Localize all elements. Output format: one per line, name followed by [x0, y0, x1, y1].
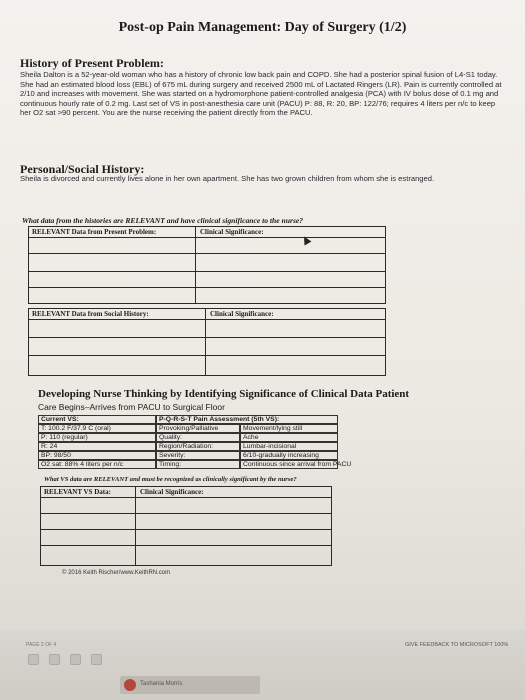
feedback-link[interactable]: GIVE FEEDBACK TO MICROSOFT 100%	[405, 642, 509, 648]
page-title: Post-op Pain Management: Day of Surgery (1/2)	[118, 20, 407, 35]
vs-resp: R: 24	[38, 442, 156, 451]
app-icon[interactable]	[49, 654, 60, 665]
vs-bp: BP: 98/50	[38, 451, 156, 460]
developing-heading: Developing Nurse Thinking by Identifying Significance of Clinical Data Patient	[38, 388, 410, 400]
social-heading: Personal/Social History:	[20, 162, 145, 176]
pqrst-value-provoking: Movement/lying still	[240, 424, 338, 433]
history-text: Sheila Dalton is a 52-year-old woman who has a history of chronic low back pain and COPD. She had a posterior spinal fusion of L4-S1 today. She had an estimated blood loss (EBL) of 675 mL during surgery and received 2500 mL of Lactated Ringers (LR). Pain is currently controlled at 2/10 and increases with movement. She was started on a hydromorphone patient-controlled analgesia (PCA) with IV bolus dose of 0.1 mg and continuous hourly rate of 0.2 mg. Last set of VS in post-anesthesia care unit (PACU) P: 88, R: 20, BP: 122/76; requires 4 liters per n/c to keep her O2 sat >90 percent. You are the nurse receiving the patient directly from the PACU.	[20, 70, 502, 118]
question-vs: What VS data are RELEVANT and must be recognized as clinically significant by the nurse?	[44, 476, 297, 483]
developing-subheading: Care Begins–Arrives from PACU to Surgical Floor	[38, 402, 225, 412]
copyright-text: © 2016 Keith Rischer/www.KeithRN.com	[62, 570, 171, 576]
current-vs-header: Current VS:	[38, 415, 156, 424]
vs-o2: O2 sat: 88% 4 liters per n/c	[38, 460, 156, 469]
page-indicator: PAGE 2 OF 4	[26, 642, 57, 648]
social-text: Sheila is divorced and currently lives alone in her own apartment. She has two grown children from whom she is estranged.	[20, 174, 435, 183]
clinical-significance-col-header: Clinical Significance:	[200, 228, 264, 236]
pqrst-value-severity: 6/10-gradually increasing	[240, 451, 338, 460]
pqrst-label-region: Region/Radiation:	[156, 442, 240, 451]
pqrst-label-timing: Timing:	[156, 460, 240, 469]
present-problem-table	[28, 226, 386, 304]
app-icon[interactable]	[70, 654, 81, 665]
pqrst-header: P-Q-R-S-T Pain Assessment (5th VS):	[156, 415, 338, 424]
clinical-significance-col-header: Clinical Significance:	[210, 310, 274, 318]
pqrst-value-timing: Continuous since arrival from PACU	[240, 460, 338, 469]
question-histories: What data from the histories are RELEVANT and have clinical significance to the nurse?	[22, 216, 304, 225]
clinical-significance-col-header: Clinical Significance:	[140, 488, 204, 496]
pqrst-value-quality: Ache	[240, 433, 338, 442]
pqrst-label-provoking: Provoking/Palliative	[156, 424, 240, 433]
pqrst-label-quality: Quality:	[156, 433, 240, 442]
app-icon[interactable]	[91, 654, 102, 665]
vs-temp: T: 100.2 F/37.9 C (oral)	[38, 424, 156, 433]
social-history-table	[28, 308, 386, 376]
vs-pulse: P: 110 (regular)	[38, 433, 156, 442]
vs-data-col-header: RELEVANT VS Data:	[44, 488, 111, 496]
pqrst-label-severity: Severity:	[156, 451, 240, 460]
social-history-col-header: RELEVANT Data from Social History:	[32, 310, 149, 318]
avatar	[124, 679, 136, 691]
present-problem-col-header: RELEVANT Data from Present Problem:	[32, 228, 157, 236]
vs-data-table	[40, 486, 332, 566]
app-icon[interactable]	[28, 654, 39, 665]
taskbar-user-name: Tashania Morris	[140, 681, 183, 687]
history-heading: History of Present Problem:	[20, 56, 164, 70]
pqrst-value-region: Lumbar-incisional	[240, 442, 338, 451]
taskbar-icons	[28, 652, 112, 670]
